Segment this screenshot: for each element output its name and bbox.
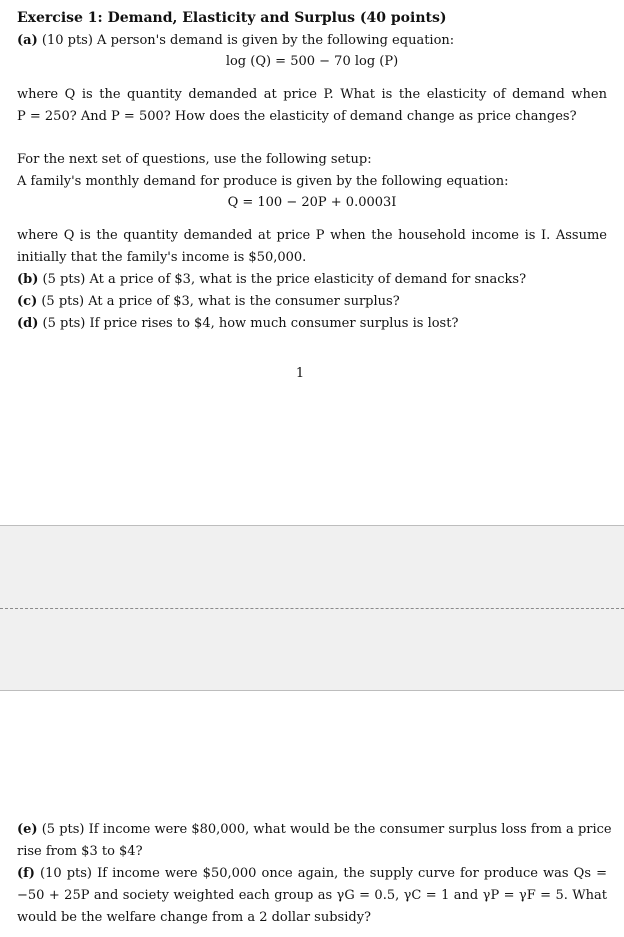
exercise-title: Exercise 1: Demand, Elasticity and Surplus (40 points) xyxy=(17,10,447,26)
question-c-label: (c) xyxy=(17,294,38,309)
question-f-text: (10 pts) If income were $50,000 once again, the supply curve for produce was Qs = xyxy=(40,866,607,881)
question-d xyxy=(17,316,607,332)
page-break-divider xyxy=(0,608,624,609)
page-2 xyxy=(0,690,624,937)
question-f-label: (f) xyxy=(17,866,35,881)
page-gap xyxy=(0,525,624,691)
question-e-line-2: rise from $3 to $4? xyxy=(17,844,143,859)
question-e-label: (e) xyxy=(17,822,38,837)
question-c-text: (5 pts) At a price of $3, what is the consumer surplus? xyxy=(41,294,400,309)
question-b-text: (5 pts) At a price of $3, what is the price elasticity of demand for snacks? xyxy=(42,272,527,287)
question-d-label: (d) xyxy=(17,316,39,331)
question-f-line-1 xyxy=(17,866,607,882)
question-d-text: (5 pts) If price rises to $4, how much consumer surplus is lost? xyxy=(42,316,459,331)
setup-line-3: where Q is the quantity demanded at price P when the household income is I. Assume xyxy=(17,228,607,243)
question-b xyxy=(17,272,607,288)
equation-log-demand: log (Q) = 500 − 70 log (P) xyxy=(225,54,399,69)
question-f-line-2: −50 + 25P and society weighted each group as γG = 0.5, γC = 1 and γP = γF = 5. What xyxy=(17,888,607,903)
question-a-line-2: where Q is the quantity demanded at price P. What is the elasticity of demand when xyxy=(17,87,607,102)
page-number: 1 xyxy=(295,366,305,381)
question-b-label: (b) xyxy=(17,272,39,287)
question-a-text: (10 pts) A person's demand is given by the following equation: xyxy=(41,33,455,48)
equation-linear-demand: Q = 100 − 20P + 0.0003I xyxy=(227,195,397,210)
question-e-line-1 xyxy=(17,822,612,838)
setup-line-4: initially that the family's income is $50,000. xyxy=(17,250,307,265)
question-a-label: (a) xyxy=(17,33,38,48)
setup-line-2: A family's monthly demand for produce is given by the following equation: xyxy=(17,174,509,189)
question-f-line-3: would be the welfare change from a 2 dollar subsidy? xyxy=(17,910,372,925)
question-a-line-3: P = 250? And P = 500? How does the elasticity of demand change as price changes? xyxy=(17,109,577,124)
question-c xyxy=(17,294,607,310)
question-e-text: (5 pts) If income were $80,000, what would be the consumer surplus loss from a price xyxy=(41,822,612,837)
setup-line-1: For the next set of questions, use the following setup: xyxy=(17,152,372,167)
question-a-intro xyxy=(17,33,607,49)
